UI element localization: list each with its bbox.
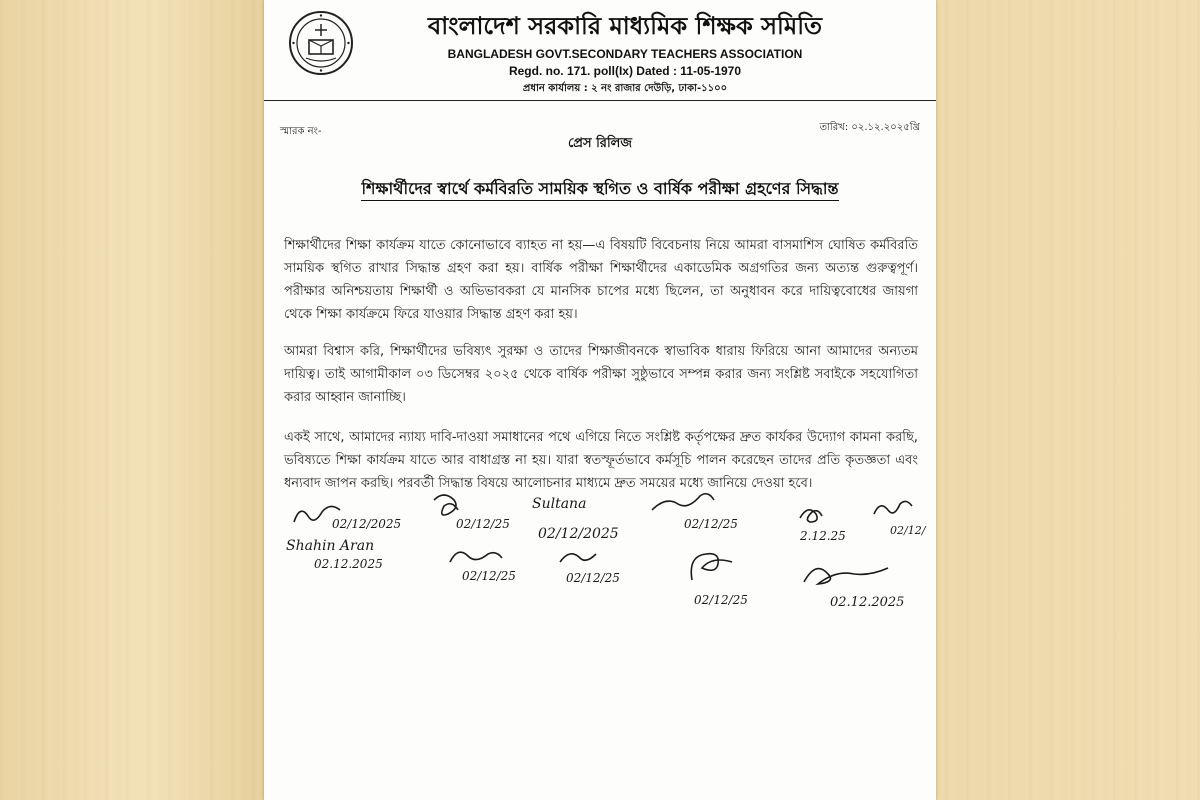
signature-2-date: 02/12/25 — [456, 517, 510, 531]
signature-8 — [450, 552, 516, 583]
signature-3-name: Sultana — [532, 496, 587, 512]
subject-text: শিক্ষার্থীদের স্বার্থে কর্মবিরতি সাময়িক স্থগিত ও বার্ষিক পরীক্ষা গ্রহণের সিদ্ধান্ত — [361, 179, 838, 201]
letter-date: তারিখ: ০২.১২.২০২৫খ্রি — [819, 122, 920, 133]
memo-number-label: স্মারক নং- — [280, 126, 322, 137]
signature-5-date: 2.12.25 — [800, 529, 846, 543]
signature-2 — [434, 495, 510, 531]
signature-4-date: 02/12/25 — [684, 517, 738, 531]
signatures-block — [264, 470, 936, 620]
registration-line: Regd. no. 171. poll(Ix) Dated : 11-05-1970 — [508, 64, 742, 78]
organization-name-english: BANGLADESH GOVT.SECONDARY TEACHERS ASSOCIATION — [447, 47, 803, 61]
signature-3 — [532, 496, 619, 542]
body-paragraph-2: আমরা বিশ্বাস করি, শিক্ষার্থীদের ভবিষ্যৎ সুরক্ষা ও তাদের শিক্ষাজীবনকে স্বাভাবিক ধারায় ফিরিয়ে আনা আমাদের অন্যতম দায়িত্ব। তাই আগামীকাল ০৩ ডিসেম্বর ২০২৫ থেকে বার্ষিক পরীক্ষা সুষ্ঠুভাবে সম্পন্ন করার জন্য সংশ্লিষ্ট সবাইকে সহযোগিতা করার আহ্বান জানাচ্ছি। — [284, 344, 918, 405]
body-paragraph-3: একই সাথে, আমাদের ন্যায্য দাবি-দাওয়া সমাধানের পথে এগিয়ে নিতে সংশ্লিষ্ট কর্তৃপক্ষের দ্রুত কার্যকর উদ্যোগ কামনা করছি, ভবিষ্যতে শিক্ষা কার্যক্রম যাতে আর বাধাগ্রস্ত না হয়। যারা স্বতস্ফূর্তভাবে কর্মসূচি পালন করেছেন তাদের প্রতি কৃতজ্ঞতা এবং ধন্যবাদ জাপন করছি। পরবর্তী সিদ্ধান্ত বিষয়ে আলোচনার মাধ্যমে দ্রুত সময়ের মধ্যে জানিয়ে দেওয়া হবে। — [284, 430, 918, 491]
press-release-letter — [264, 0, 936, 800]
signature-7-name: Shahin Aran — [286, 538, 375, 554]
signature-11 — [804, 568, 904, 610]
signature-4 — [652, 494, 738, 531]
signature-10 — [691, 554, 748, 607]
signature-9 — [560, 554, 620, 585]
organization-name-bangla: বাংলাদেশ সরকারি মাধ্যমিক শিক্ষক সমিতি — [427, 12, 823, 40]
signature-1-date: 02/12/2025 — [332, 517, 402, 531]
signature-9-date: 02/12/25 — [566, 571, 620, 585]
signature-6 — [874, 501, 927, 537]
signature-3-date: 02/12/2025 — [538, 526, 619, 542]
signature-11-date: 02.12.2025 — [830, 595, 905, 610]
header-divider — [264, 100, 936, 101]
signature-8-date: 02/12/25 — [462, 569, 516, 583]
head-office-address: প্রধান কার্যালয় : ২ নং রাজার দেউড়ি, ঢাকা-১১০০ — [522, 83, 728, 94]
signature-7-date: 02.12.2025 — [314, 557, 383, 571]
signature-6-date: 02/12/ — [890, 524, 926, 537]
signature-7 — [286, 538, 383, 571]
press-release-heading: প্রেস রিলিজ — [568, 136, 632, 151]
signature-1 — [294, 506, 401, 531]
signature-10-date: 02/12/25 — [694, 593, 748, 607]
signature-5 — [799, 510, 846, 543]
subject-line — [264, 176, 936, 203]
body-paragraph-1: শিক্ষার্থীদের শিক্ষা কার্যক্রম যাতে কোনোভাবে ব্যাহত না হয়—এ বিষয়টি বিবেচনায় নিয়ে আমরা বাসমাশিস ঘোষিত কর্মবিরতি সাময়িক স্থগিত রাখার সিদ্ধান্ত গ্রহণ করা হয়। বার্ষিক পরীক্ষা শিক্ষার্থীদের একাডেমিক অগ্রগতির জন্য অত্যন্ত গুরুত্বপূর্ণ। পরীক্ষার অনিশ্চয়তায় শিক্ষার্থী ও অভিভাবকরা যে মানসিক চাপের মধ্যে ছিলেন, তা অনুধাবন করে দায়িত্ববোধের জায়গা থেকে শিক্ষা কার্যক্রমে ফিরে যাওয়ার সিদ্ধান্ত গ্রহণ করা হয়। — [284, 238, 918, 322]
